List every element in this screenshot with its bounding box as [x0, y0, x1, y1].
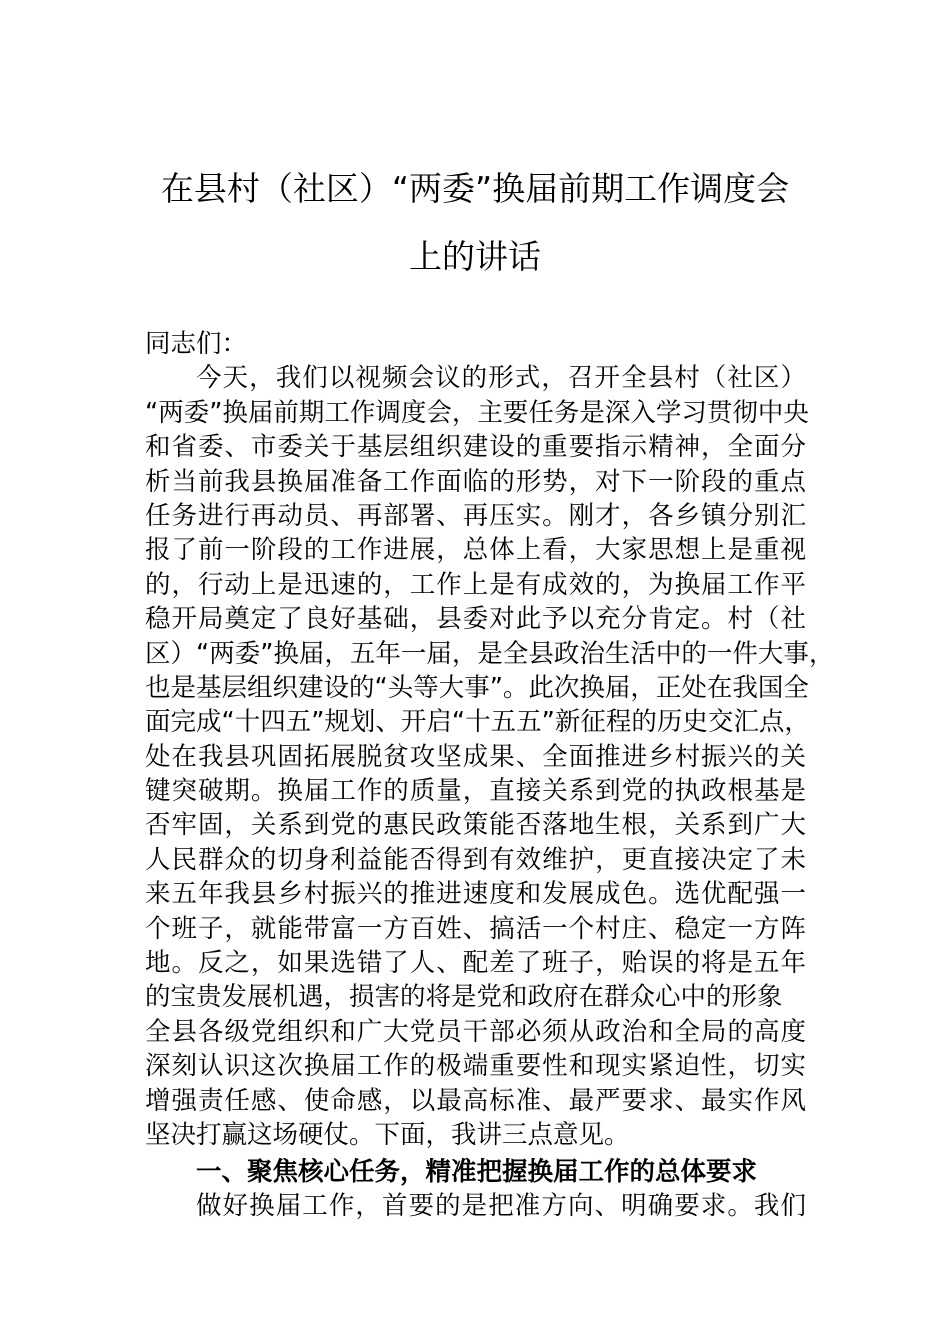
text-line: 稳开局奠定了良好基础，县委对此予以充分肯定。村（社	[145, 604, 806, 635]
paragraph-2	[145, 1189, 806, 1223]
text-line: 面完成“十四五”规划、开启“十五五”新征程的历史交汇点，	[145, 707, 810, 738]
text-line: 区）“两委”换届，五年一届，是全县政治生活中的一件大事，	[145, 638, 835, 669]
text-line: 否牢固，关系到党的惠民政策能否落地生根，关系到广大	[145, 810, 806, 841]
document-body	[145, 327, 835, 1224]
text-line: 增强责任感、使命感，以最高标准、最严要求、最实作风	[145, 1085, 806, 1116]
text-line: 全县各级党组织和广大党员干部必须从政治和全局的高度	[145, 1016, 806, 1047]
title-line-1: 在县村（社区）“两委”换届前期工作调度会	[160, 169, 790, 208]
text-line: 做好换届工作，首要的是把准方向、明确要求。我们	[196, 1191, 806, 1222]
text-line: 析当前我县换届准备工作面临的形势，对下一阶段的重点	[145, 466, 806, 497]
text-line: 任务进行再动员、再部署、再压实。刚才，各乡镇分别汇	[145, 500, 806, 531]
text-line: 个班子，就能带富一方百姓、搞活一个村庄、稳定一方阵	[145, 913, 806, 944]
section-heading-1: 一、聚焦核心任务，精准把握换届工作的总体要求	[196, 1157, 758, 1188]
text-line: 的宝贵发展机遇，损害的将是党和政府在群众心中的形象	[145, 982, 783, 1013]
paragraph-1	[145, 361, 835, 1152]
text-line: 来五年我县乡村振兴的推进速度和发展成色。选优配强一	[145, 879, 806, 910]
document-title	[0, 155, 950, 291]
text-line: “两委”换届前期工作调度会，主要任务是深入学习贯彻中央	[145, 397, 809, 428]
text-line: 坚决打赢这场硬仗。下面，我讲三点意见。	[145, 1119, 630, 1150]
text-line: 地。反之，如果选错了人、配差了班子，贻误的将是五年	[145, 948, 806, 979]
text-line: 也是基层组织建设的“头等大事”。此次换届，正处在我国全	[145, 672, 809, 703]
text-line: 报了前一阶段的工作进展，总体上看，大家思想上是重视	[145, 535, 806, 566]
text-line: 键突破期。换届工作的质量，直接关系到党的执政根基是	[145, 776, 806, 807]
text-line: 人民群众的切身利益能否得到有效维护，更直接决定了未	[145, 844, 806, 875]
text-line: 和省委、市委关于基层组织建设的重要指示精神，全面分	[145, 432, 806, 463]
text-line: 处在我县巩固拓展脱贫攻坚成果、全面推进乡村振兴的关	[145, 741, 806, 772]
text-line: 今天，我们以视频会议的形式，召开全县村（社区）	[196, 363, 806, 394]
text-line: 的，行动上是迅速的，工作上是有成效的，为换届工作平	[145, 569, 806, 600]
title-line-2: 上的讲话	[409, 237, 541, 276]
text-line: 深刻认识这次换届工作的极端重要性和现实紧迫性，切实	[145, 1051, 806, 1082]
salutation: 同志们：	[145, 329, 248, 359]
